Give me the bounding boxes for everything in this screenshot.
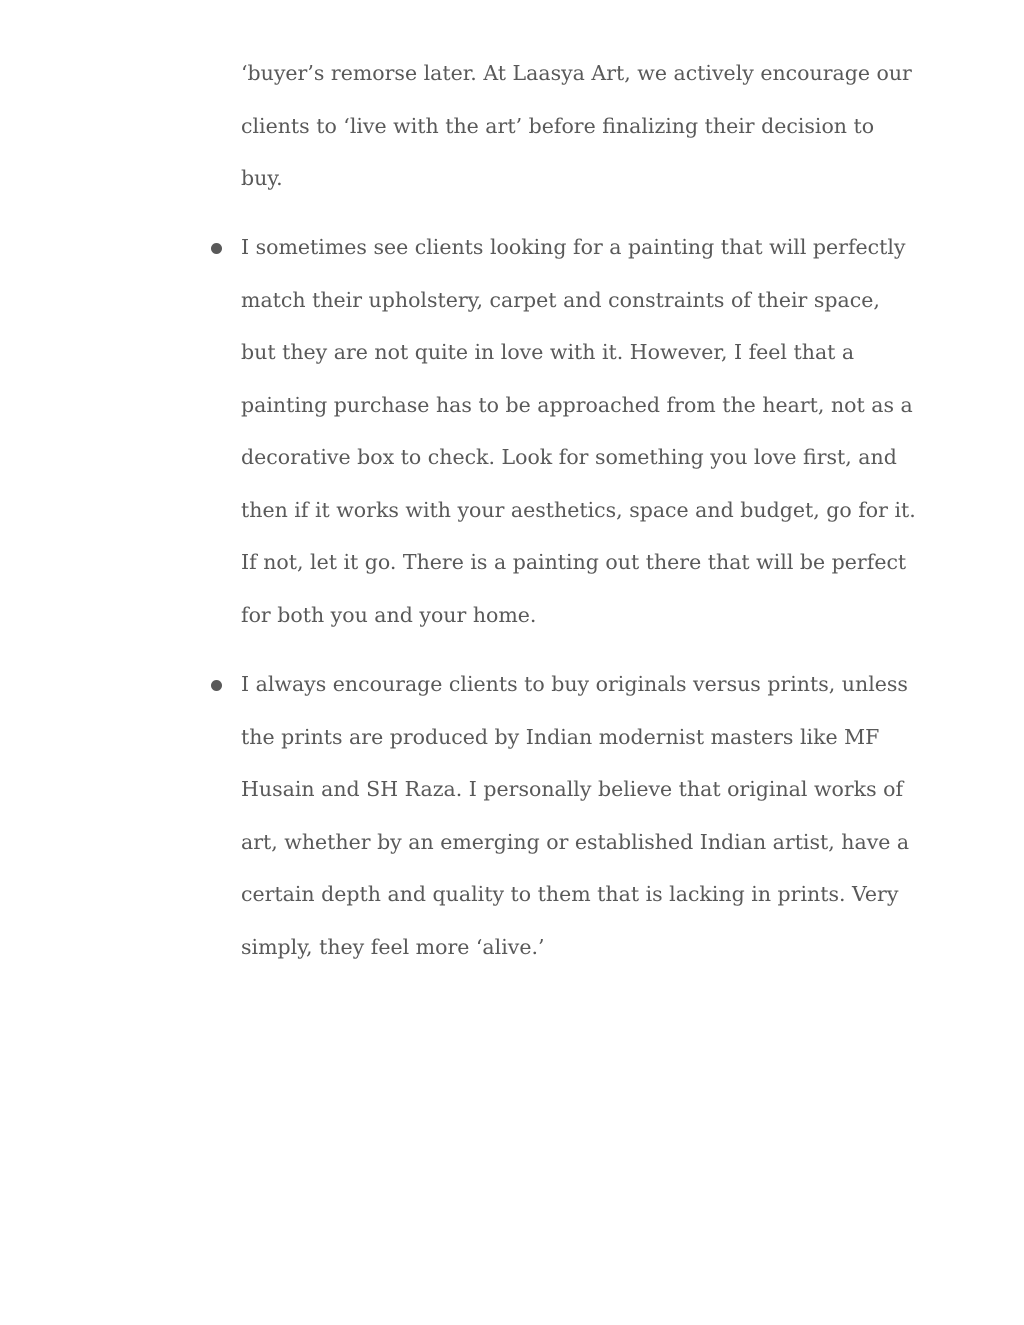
text-line: If not, let it go. There is a painting out there that will be perfect — [241, 550, 907, 574]
text-line: art, whether by an emerging or established Indian artist, have a — [241, 829, 910, 854]
continued-paragraph — [241, 47, 912, 205]
text-line: then if it works with your aesthetics, space and budget, go for it. — [241, 497, 916, 522]
bullet-item-originals-vs-prints — [241, 658, 910, 973]
text-line: match their upholstery, carpet and constraints of their space, — [241, 287, 880, 312]
text-line: painting purchase has to be approached from the heart, not as a — [241, 392, 913, 417]
bullet-icon — [211, 680, 222, 691]
text-line: I sometimes see clients looking for a painting that will perfectly — [241, 235, 906, 259]
text-line: decorative box to check. Look for something you love first, and — [241, 445, 897, 469]
text-line: buy. — [241, 166, 283, 190]
text-line: for both you and your home. — [241, 602, 537, 627]
text-line: clients to ‘live with the art’ before finalizing their decision to — [241, 113, 875, 138]
bullet-item-match-decor — [241, 221, 916, 641]
text-line: but they are not quite in love with it. However, I feel that a — [241, 340, 855, 364]
text-line: ‘buyer’s remorse later. At Laasya Art, we actively encourage our — [241, 61, 912, 85]
text-line: certain depth and quality to them that is lacking in prints. Very — [241, 882, 899, 906]
text-line: simply, they feel more ‘alive.’ — [241, 934, 545, 959]
text-line: Husain and SH Raza. I personally believe that original works of — [241, 777, 904, 801]
text-line: I always encourage clients to buy originals versus prints, unless — [241, 672, 908, 696]
bullet-icon — [211, 243, 222, 254]
text-line: the prints are produced by Indian modernist masters like MF — [241, 724, 880, 749]
